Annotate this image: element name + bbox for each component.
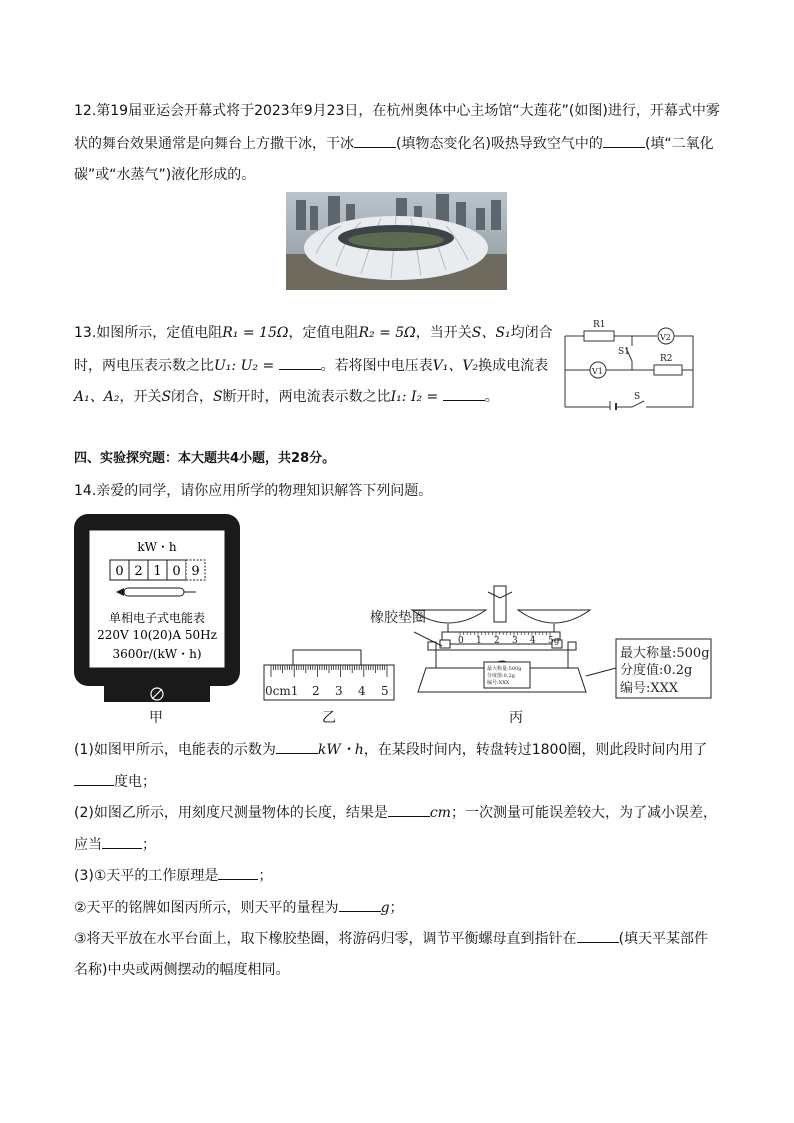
q12-text: (填物态变化名)吸热导致空气中的 [396, 136, 603, 152]
meter-rating: 220V 10(20)A 50Hz [97, 628, 217, 642]
svg-text:最大称量:500g: 最大称量:500g [620, 646, 710, 661]
energy-meter [72, 512, 242, 704]
meter-digit-display [110, 560, 205, 580]
resistor-r2 [654, 365, 682, 375]
meter-digit: 1 [153, 564, 162, 579]
answer-blank[interactable] [276, 739, 318, 754]
beam-label: 5g [548, 636, 560, 646]
svg-text:编号:XXX: 编号:XXX [620, 681, 679, 696]
circuit-label-v2: V2 [660, 333, 671, 342]
q13-line-1 [74, 323, 553, 343]
meter-name: 单相电子式电能表 [108, 611, 206, 625]
q14-part-1-line-2 [74, 771, 156, 792]
meter-constant: 3600r/(kW・h) [112, 647, 202, 661]
q14-text: (2)如图乙所示，用刻度尺测量物体的长度，结果是 [74, 805, 388, 821]
switch-s1: S [213, 389, 223, 405]
circuit-label-s1: S1 [618, 347, 630, 357]
answer-blank[interactable] [388, 802, 430, 817]
unit-kwh: kW・h [317, 742, 364, 758]
q14-part-3-line-4: 名称)中央或两侧摆动的幅度相同。 [74, 962, 290, 978]
svg-text:分度值:0.2g: 分度值:0.2g [487, 673, 515, 679]
q14-part-2-line-1 [74, 802, 717, 823]
q14-text: 应当 [74, 837, 102, 853]
circuit-label-v1: V1 [592, 367, 603, 376]
voltmeter-names: V₁、V₂ [432, 358, 479, 374]
answer-blank[interactable] [102, 834, 142, 849]
unit-cm: cm [429, 805, 451, 821]
q14-text: ②天平的铭牌如图丙所示，则天平的量程为 [74, 900, 339, 916]
answer-blank[interactable] [74, 771, 114, 786]
q12-text: 状的舞台效果通常是向舞台上方撒干冰，干冰 [74, 136, 354, 152]
measured-block [293, 650, 361, 665]
q14-text: (3)①天平的工作原理是 [74, 868, 219, 884]
ruler-label: 2 [312, 684, 320, 698]
unit-g: g [380, 900, 390, 916]
r2-formula: R₂ = 5Ω [358, 325, 416, 341]
q14-part-2-line-2 [74, 834, 156, 855]
q14-text: (填天平某部件 [618, 931, 709, 947]
switch-names: S、S₁ [471, 325, 511, 341]
q13-text: 均闭合 [510, 325, 553, 341]
svg-text:编号:XXX: 编号:XXX [487, 680, 510, 686]
beam-label: 3 [512, 636, 518, 646]
circuit-label-r2: R2 [660, 354, 673, 364]
q14-text: ； [389, 900, 404, 916]
q14-part-3-line-1 [74, 865, 272, 886]
q14-text: ③将天平放在水平台面上，取下橡胶垫圈，将游码归零，调节平衡螺母直到指针在 [74, 931, 577, 947]
beam-label: 4 [530, 636, 536, 646]
resistor-r1 [584, 331, 614, 341]
figure-label-bing: 丙 [509, 710, 523, 726]
svg-text:最大称量:500g: 最大称量:500g [487, 666, 522, 672]
q13-text: 断开时，两电流表示数之比 [222, 389, 391, 405]
q12-line-3: 碳”或“水蒸气”)液化形成的。 [74, 167, 256, 183]
circuit-label-r1: R1 [593, 320, 606, 330]
q13-text: 闭合， [171, 389, 214, 405]
q13-line-2 [74, 355, 548, 376]
q14-text: ；一次测量可能误差较大，为了减小误差， [450, 805, 717, 821]
q14-part-3-line-2 [74, 897, 404, 918]
q14-text: ，在某段时间内，转盘转过1800圈，则此段时间内用了 [363, 742, 708, 758]
circuit-diagram [562, 316, 698, 410]
q14-part-3-line-3 [74, 928, 708, 949]
ammeter-names: A₁、A₂ [74, 389, 120, 405]
q13-line-3 [74, 386, 499, 407]
voltage-ratio: U₁: U₂ = [214, 358, 275, 374]
stadium-photo [286, 192, 507, 290]
q13-text: 换成电流表 [478, 358, 549, 374]
q13-text: ，开关 [119, 389, 162, 405]
answer-blank[interactable] [443, 386, 485, 401]
pointer-column [494, 586, 506, 622]
q14-text: ； [142, 837, 156, 853]
q14-part-1-line-1 [74, 739, 707, 760]
meter-digit: 9 [191, 564, 200, 579]
meter-digit: 0 [115, 564, 124, 579]
q12-text: (填“二氧化 [644, 136, 714, 152]
q13-text: 时，两电压表示数之比 [74, 358, 214, 374]
answer-blank[interactable] [603, 133, 645, 148]
q13-text: 。 [484, 389, 499, 405]
q13-text: 13.如图所示，定值电阻 [74, 325, 223, 341]
q13-text: ，定值电阻 [288, 325, 359, 341]
beam-label: 0 [458, 636, 464, 646]
answer-blank[interactable] [354, 133, 396, 148]
rubber-pad-label: 橡胶垫圈 [370, 610, 426, 626]
q12-line-2 [74, 133, 714, 154]
figure-label-jia: 甲 [149, 710, 163, 726]
circuit-label-s: S [634, 392, 641, 402]
section-4-title: 四、实验探究题：本大题共4小题，共28分。 [74, 451, 336, 466]
ruler-label: 0cm1 [265, 684, 299, 698]
meter-digit: 0 [172, 564, 181, 579]
answer-blank[interactable] [218, 865, 258, 880]
right-pan [518, 610, 590, 623]
balance-figure [368, 584, 714, 702]
q14-text: ； [258, 868, 273, 884]
ruler-label: 4 [358, 684, 366, 698]
answer-blank[interactable] [339, 897, 381, 912]
beam-label: 2 [494, 636, 500, 646]
q12-line-1: 12.第19届亚运会开幕式将于2023年9月23日，在杭州奥体中心主场馆“大莲花”(如图)进行，开幕式中雾 [74, 103, 720, 119]
meter-digit: 2 [134, 564, 143, 579]
beam-label: 1 [476, 636, 482, 646]
current-ratio: I₁: I₂ = [390, 389, 439, 405]
r1-formula: R₁ = 15Ω [222, 325, 289, 341]
answer-blank[interactable] [577, 928, 619, 943]
ruler-label: 3 [335, 684, 343, 698]
figure-label-yi: 乙 [322, 710, 336, 726]
q13-text: ，当开关 [415, 325, 472, 341]
q14-intro: 14.亲爱的同学，请你应用所学的物理知识解答下列问题。 [74, 483, 433, 499]
q14-text: 度电； [114, 774, 156, 790]
meter-unit: kW・h [137, 540, 177, 554]
q14-text: (1)如图甲所示，电能表的示数为 [74, 742, 276, 758]
q13-text: 。若将图中电压表 [320, 358, 433, 374]
switch-s: S [161, 389, 172, 405]
svg-text:分度值:0.2g: 分度值:0.2g [620, 663, 693, 678]
ruler-label: 5 [381, 684, 389, 698]
answer-blank[interactable] [279, 355, 321, 370]
